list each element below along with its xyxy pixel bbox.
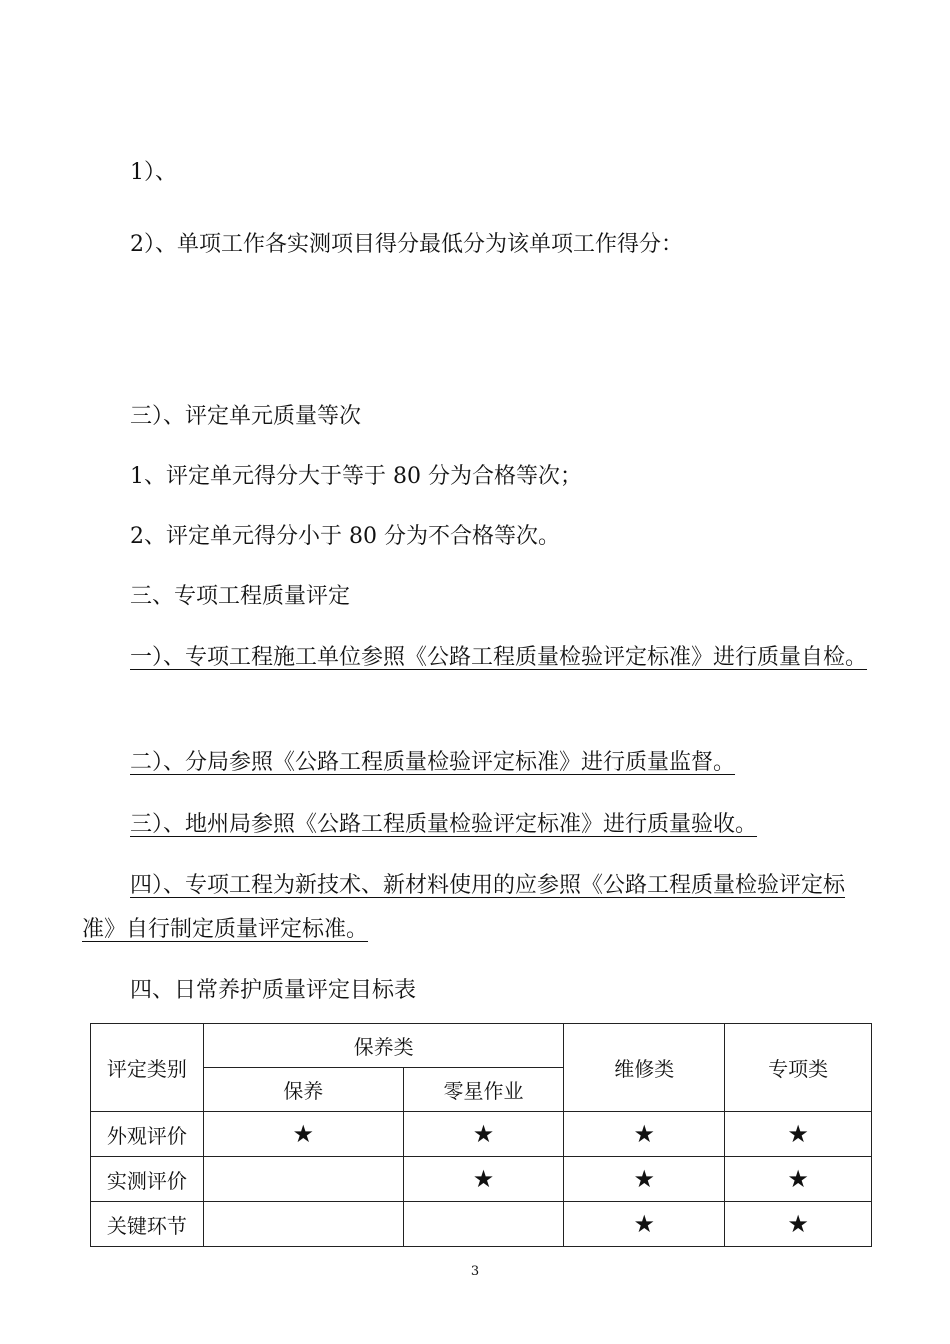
section-heading-grade: 三）、评定单元质量等次 (130, 404, 362, 429)
star-mark: ★ (403, 1157, 564, 1202)
underlined-text-3: 三）、地州局参照《公路工程质量检验评定标准》进行质量验收。 (130, 812, 758, 837)
underlined-text-1: 一）、专项工程施工单位参照《公路工程质量检验评定标准》进行质量自检。 (130, 645, 868, 670)
line-unqualified: 2、评定单元得分小于 80 分为不合格等次。 (130, 524, 560, 549)
underlined-paragraph-1 (82, 636, 872, 680)
row-label: 外观评价 (91, 1112, 204, 1157)
table-row (91, 1112, 872, 1157)
star-mark: ★ (203, 1112, 403, 1157)
line-qualified: 1、评定单元得分大于等于 80 分为合格等次； (130, 464, 582, 489)
underlined-paragraph-2 (82, 741, 872, 785)
star-mark: ★ (403, 1112, 564, 1157)
star-mark: ★ (725, 1202, 872, 1247)
underlined-text-2: 二）、分局参照《公路工程质量检验评定标准》进行质量监督。 (130, 750, 736, 775)
sub-header-upkeep: 保养 (203, 1068, 403, 1112)
star-mark: ★ (564, 1202, 725, 1247)
underlined-paragraph-4 (82, 864, 872, 952)
sub-header-sporadic: 零星作业 (403, 1068, 564, 1112)
col-header-special: 专项类 (725, 1024, 872, 1112)
table-corner-header: 评定类别 (91, 1024, 204, 1112)
table-row (91, 1157, 872, 1202)
empty-cell (403, 1202, 564, 1247)
empty-cell (203, 1202, 403, 1247)
star-mark: ★ (564, 1112, 725, 1157)
row-label: 关键环节 (91, 1202, 204, 1247)
star-mark: ★ (725, 1157, 872, 1202)
underlined-text-4: 四）、专项工程为新技术、新材料使用的应参照《公路工程质量检验评定标准》自行制定质量评定标准。 (82, 873, 846, 942)
empty-cell (203, 1157, 403, 1202)
section-heading-special: 三、专项工程质量评定 (130, 584, 351, 609)
star-mark: ★ (725, 1112, 872, 1157)
underlined-paragraph-3 (82, 803, 872, 847)
star-mark: ★ (564, 1157, 725, 1202)
quality-target-table (90, 1023, 872, 1247)
table-header-row (91, 1024, 872, 1068)
line-2: 2）、单项工作各实测项目得分最低分为该单项工作得分： (130, 232, 683, 257)
group-header-upkeep: 保养类 (203, 1024, 564, 1068)
row-label: 实测评价 (91, 1157, 204, 1202)
table-row (91, 1202, 872, 1247)
line-1: 1）、 (130, 160, 177, 185)
page-number: 3 (470, 1264, 480, 1279)
col-header-maintenance: 维修类 (564, 1024, 725, 1112)
table-title: 四、日常养护质量评定目标表 (130, 978, 417, 1003)
